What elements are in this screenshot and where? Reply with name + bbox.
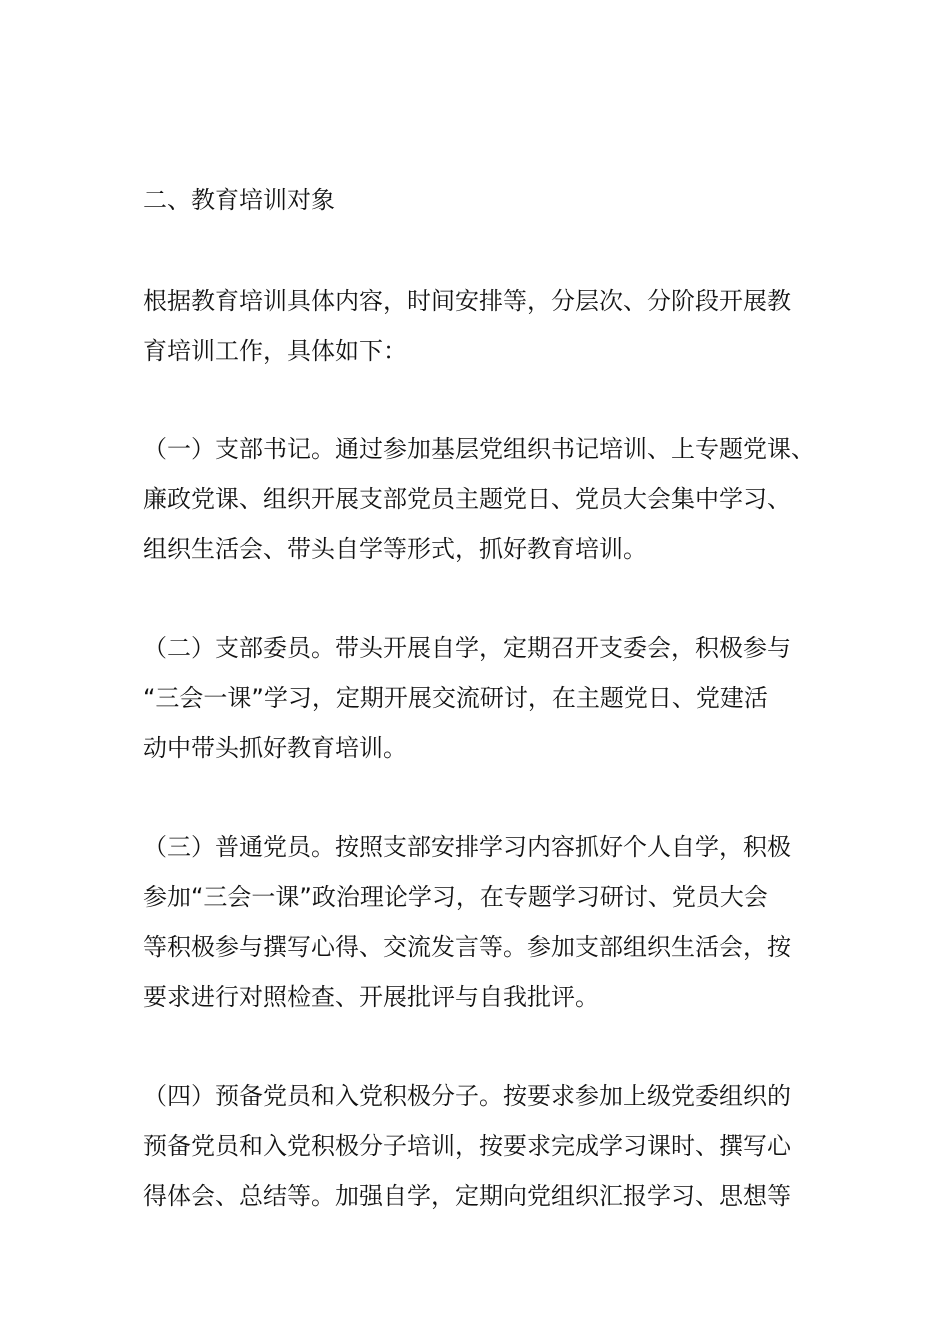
section3-line: 要求进行对照检查、开展批评与自我批评。 bbox=[143, 983, 599, 1011]
section3-line: 等积极参与撰写心得、交流发言等。参加支部组织生活会，按 bbox=[143, 933, 791, 961]
section3-line: （三）普通党员。按照支部安排学习内容抓好个人自学，积极 bbox=[143, 833, 791, 861]
section4-line: 得体会、总结等。加强自学，定期向党组织汇报学习、思想等 bbox=[143, 1182, 791, 1210]
section-heading: 二、教育培训对象 bbox=[143, 186, 335, 214]
section4-line: （四）预备党员和入党积极分子。按要求参加上级党委组织的 bbox=[143, 1082, 791, 1110]
section1-line: 廉政党课、组织开展支部党员主题党日、党员大会集中学习、 bbox=[143, 485, 791, 513]
section2-line: （二）支部委员。带头开展自学，定期召开支委会，积极参与 bbox=[143, 634, 791, 662]
intro-line: 根据教育培训具体内容，时间安排等，分层次、分阶段开展教 bbox=[143, 287, 791, 315]
intro-line: 育培训工作，具体如下： bbox=[143, 337, 407, 365]
section1-line: （一）支部书记。通过参加基层党组织书记培训、上专题党课、 bbox=[143, 435, 815, 463]
section1-line: 组织生活会、带头自学等形式，抓好教育培训。 bbox=[143, 535, 647, 563]
section2-line: 动中带头抓好教育培训。 bbox=[143, 734, 407, 762]
section2-line: “三会一课”学习，定期开展交流研讨，在主题党日、党建活 bbox=[143, 684, 768, 712]
section4-line: 预备党员和入党积极分子培训，按要求完成学习课时、撰写心 bbox=[143, 1132, 791, 1160]
section3-line: 参加“三会一课”政治理论学习，在专题学习研讨、党员大会 bbox=[143, 883, 768, 911]
